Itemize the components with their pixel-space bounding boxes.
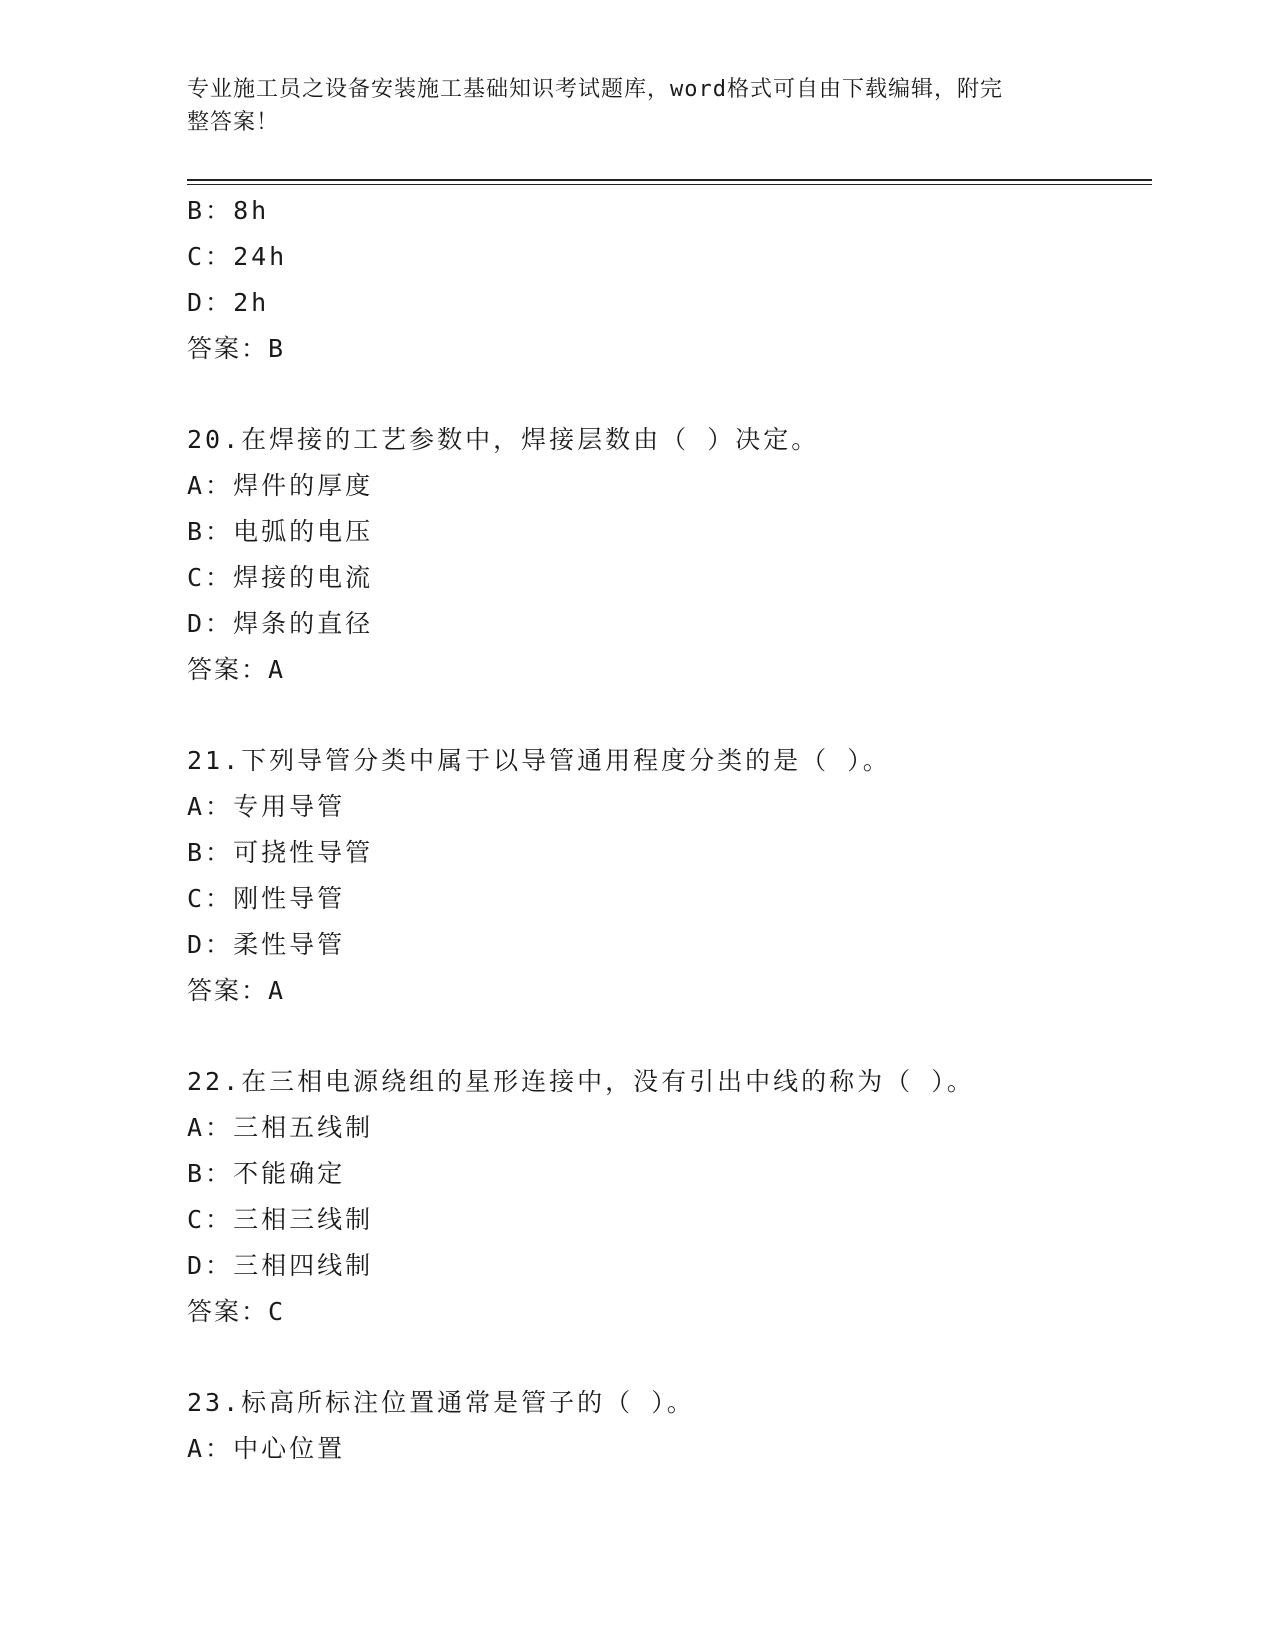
question-block bbox=[187, 417, 1152, 693]
option-a: A：三相五线制 bbox=[187, 1113, 374, 1142]
option-d: D：焊条的直径 bbox=[187, 609, 374, 638]
option-c: C：三相三线制 bbox=[187, 1205, 374, 1234]
option-a: A：专用导管 bbox=[187, 792, 346, 821]
option-c: C：焊接的电流 bbox=[187, 563, 374, 592]
option-a: A：焊件的厚度 bbox=[187, 471, 374, 500]
answer: 答案：C bbox=[187, 1297, 285, 1326]
question-block bbox=[187, 188, 1152, 372]
option-d: D：柔性导管 bbox=[187, 930, 346, 959]
header-line-2: 整答案！ bbox=[187, 110, 280, 135]
question-text: 22.在三相电源绕组的星形连接中，没有引出中线的称为（ ）。 bbox=[187, 1067, 975, 1096]
option-d: D：2h bbox=[187, 288, 270, 317]
option-c: C：刚性导管 bbox=[187, 884, 346, 913]
question-block bbox=[187, 1380, 1152, 1472]
option-c: C：24h bbox=[187, 242, 288, 271]
question-block bbox=[187, 738, 1152, 1014]
option-b: B：可挠性导管 bbox=[187, 838, 374, 867]
question-text: 21.下列导管分类中属于以导管通用程度分类的是（ ）。 bbox=[187, 746, 891, 775]
header-line-1: 专业施工员之设备安装施工基础知识考试题库，word格式可自由下载编辑，附完 bbox=[187, 77, 1003, 102]
option-b: B：电弧的电压 bbox=[187, 517, 374, 546]
answer: 答案：A bbox=[187, 655, 285, 684]
question-text: 23.标高所标注位置通常是管子的（ ）。 bbox=[187, 1388, 695, 1417]
question-block bbox=[187, 1059, 1152, 1335]
option-b: B：8h bbox=[187, 196, 270, 225]
question-list bbox=[187, 188, 1152, 1472]
header-rule-thick bbox=[187, 179, 1152, 181]
header-rule-thin bbox=[187, 184, 1152, 185]
option-b: B：不能确定 bbox=[187, 1159, 346, 1188]
answer: 答案：B bbox=[187, 334, 285, 363]
answer: 答案：A bbox=[187, 976, 285, 1005]
document-header bbox=[187, 73, 1067, 139]
option-d: D：三相四线制 bbox=[187, 1251, 374, 1280]
question-text: 20.在焊接的工艺参数中，焊接层数由（ ）决定。 bbox=[187, 425, 820, 454]
option-a: A：中心位置 bbox=[187, 1434, 346, 1463]
